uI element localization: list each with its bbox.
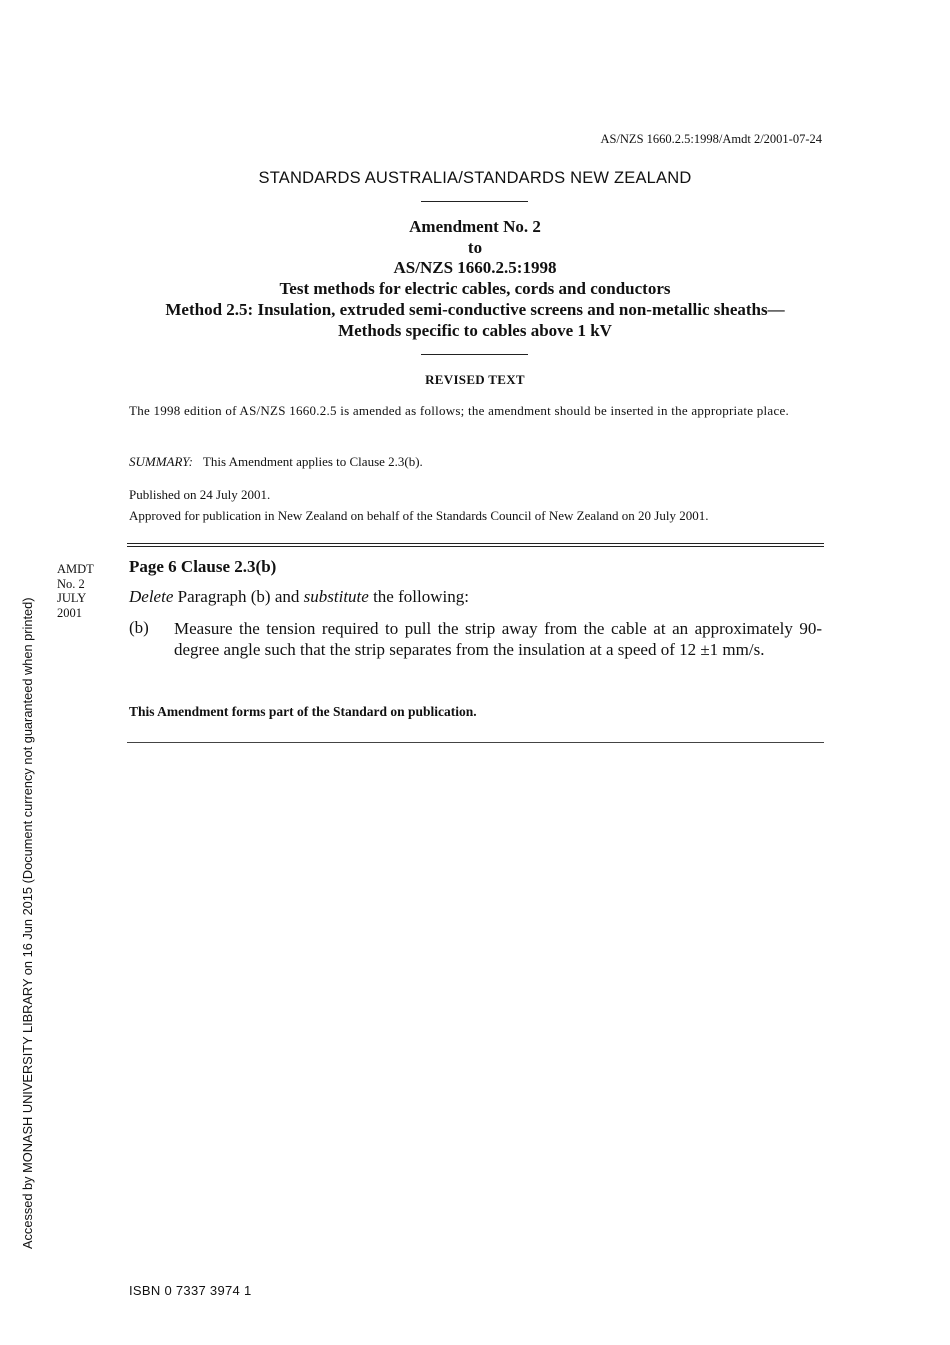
title-line-4: Test methods for electric cables, cords and conductors <box>279 279 671 299</box>
summary-line <box>129 454 423 470</box>
instruction-line <box>129 587 469 607</box>
revised-text-heading: REVISED TEXT <box>425 372 525 387</box>
instruction-end: the following: <box>368 587 469 606</box>
title-line-6: Methods specific to cables above 1 kV <box>338 320 612 340</box>
title-line-5: Method 2.5: Insulation, extruded semi-conductive screens and non-metallic sheaths— <box>165 299 785 319</box>
instruction-middle: Paragraph (b) and <box>173 587 304 606</box>
closing-statement: This Amendment forms part of the Standard on publication. <box>129 704 477 719</box>
access-note: Accessed by MONASH UNIVERSITY LIBRARY on 16 Jun 2015 (Document currency not guaranteed when printed) <box>20 597 35 1249</box>
summary-text: This Amendment applies to Clause 2.3(b). <box>202 454 423 469</box>
title-line-2: to <box>467 237 483 257</box>
title-bottom-rule <box>421 354 528 355</box>
published-date: Published on 24 July 2001. <box>129 487 271 502</box>
list-item-text: Measure the tension required to pull the strip away from the cable at an approximately 90-degree angle such that the strip separates from the insulation at a speed of 12 ±1 mm/s. <box>174 619 822 659</box>
amdt-note-line: JULY <box>57 591 87 605</box>
section-double-rule <box>127 543 824 547</box>
intro-paragraph: The 1998 edition of AS/NZS 1660.2.5 is amended as follows; the amendment should be inserted in the appropriate place. <box>129 403 789 418</box>
document-reference: AS/NZS 1660.2.5:1998/Amdt 2/2001-07-24 <box>600 132 822 146</box>
title-top-rule <box>421 201 528 202</box>
substitute-word: substitute <box>303 587 369 606</box>
organization-name: STANDARDS AUSTRALIA/STANDARDS NEW ZEALAND <box>258 169 692 187</box>
clause-heading: Page 6 Clause 2.3(b) <box>129 557 277 576</box>
amendment-margin-note <box>57 562 94 620</box>
title-line-3: AS/NZS 1660.2.5:1998 <box>393 258 557 278</box>
amendment-title <box>0 217 950 341</box>
title-line-1: Amendment No. 2 <box>409 217 541 236</box>
bottom-rule <box>127 742 824 743</box>
publication-info <box>129 484 708 526</box>
amdt-note-line: AMDT <box>57 562 94 576</box>
list-item-label: (b) <box>129 618 149 637</box>
isbn: ISBN 0 7337 3974 1 <box>129 1283 252 1298</box>
amdt-note-line: 2001 <box>57 605 82 620</box>
amdt-note-line: No. 2 <box>57 576 85 591</box>
access-note-container <box>20 597 38 1249</box>
delete-word: Delete <box>129 587 174 606</box>
summary-label: SUMMARY: <box>129 454 193 469</box>
approval-note: Approved for publication in New Zealand on behalf of the Standards Council of New Zealand on 20 July 2001. <box>129 508 709 523</box>
